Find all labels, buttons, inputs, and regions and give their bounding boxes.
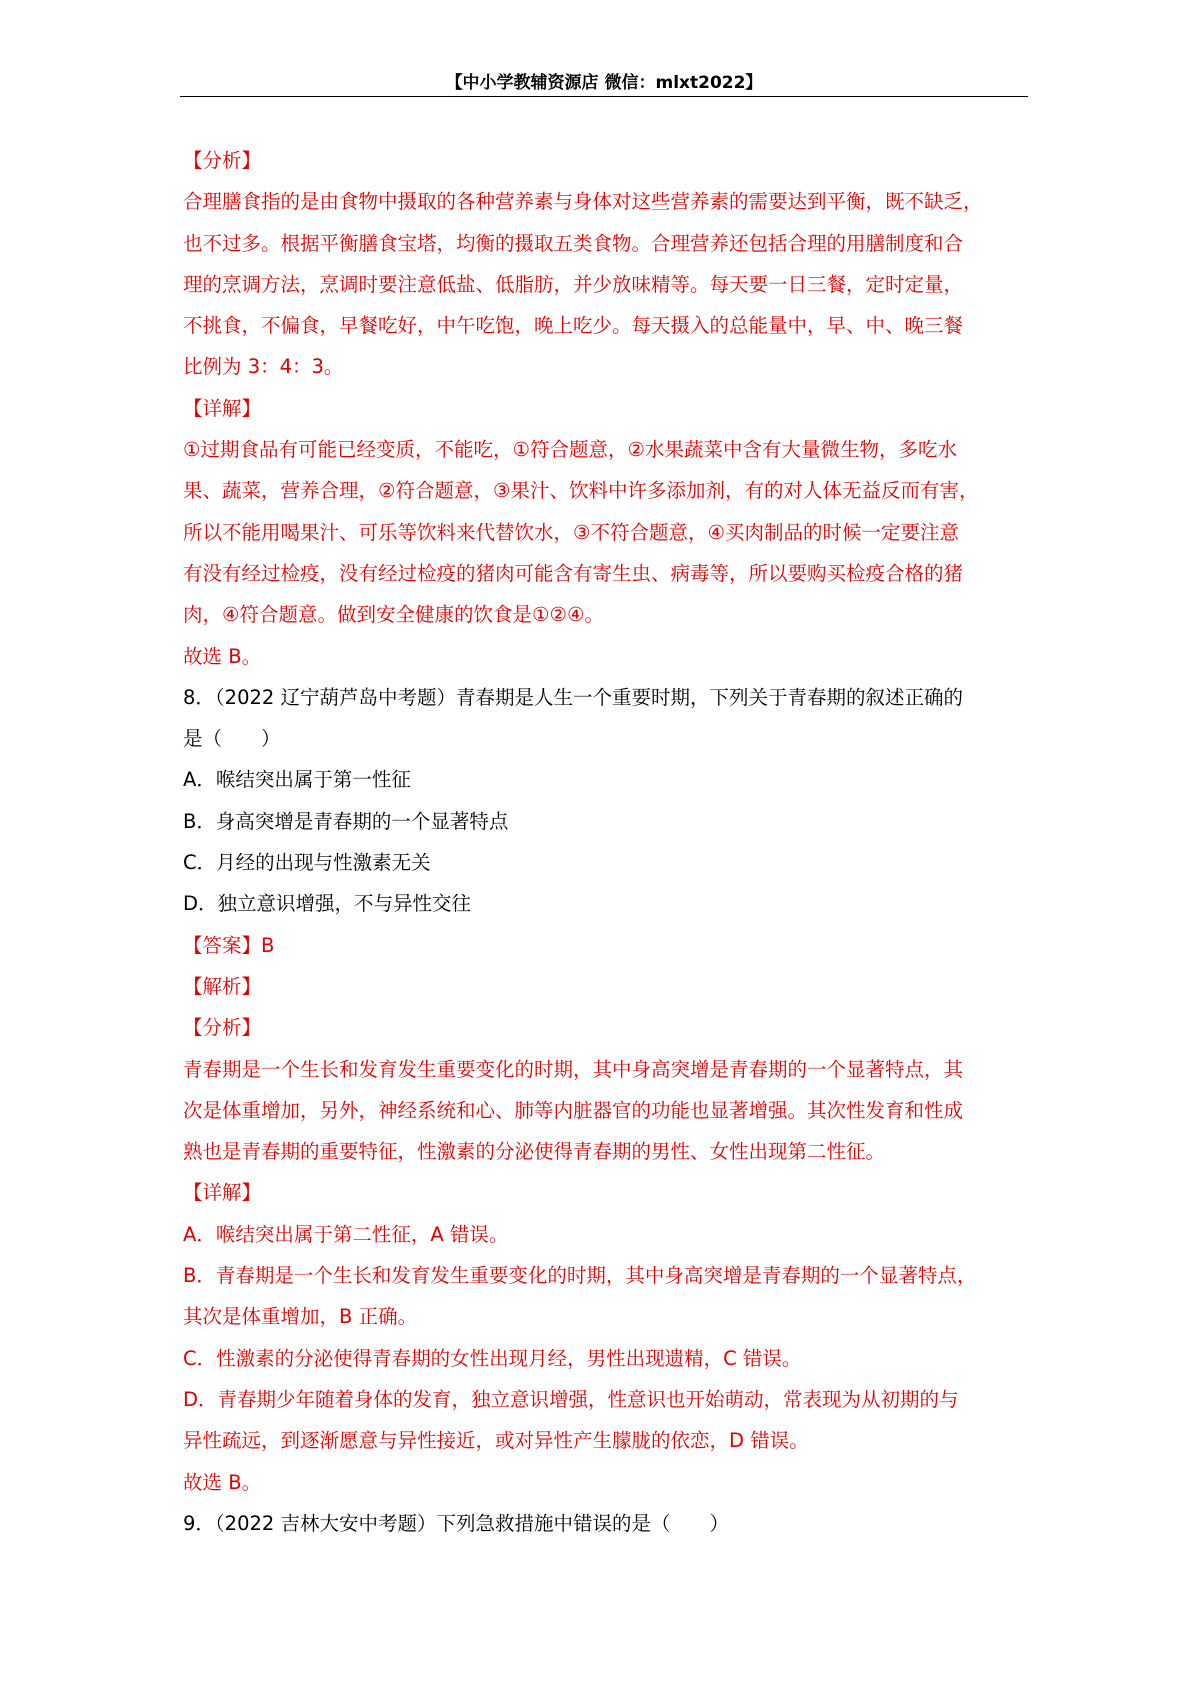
- text-line: C．性激素的分泌使得青春期的女性出现月经，男性出现遗精，C 错误。: [183, 1346, 802, 1370]
- text-line: 【解析】: [183, 974, 262, 998]
- text-line: 【详解】: [183, 1181, 262, 1205]
- text-line: A．喉结突出属于第二性征，A 错误。: [183, 1222, 509, 1246]
- text-line: 合理膳食指的是由食物中摄取的各种营养素与身体对这些营养素的需要达到平衡，既不缺乏，: [183, 190, 983, 214]
- text-line: 【分析】: [183, 1016, 262, 1040]
- text-line: 【详解】: [183, 396, 262, 420]
- text-line: B．身高突增是青春期的一个显著特点: [183, 809, 509, 833]
- text-line: 肉，④符合题意。做到安全健康的饮食是①②④。: [183, 603, 604, 627]
- text-line: 理的烹调方法，烹调时要注意低盐、低脂肪，并少放味精等。每天要一日三餐，定时定量，: [183, 272, 964, 296]
- text-line: D．青春期少年随着身体的发育，独立意识增强，性意识也开始萌动，常表现为从初期的与: [183, 1387, 959, 1411]
- header-divider: [180, 96, 1028, 97]
- text-line: A．喉结突出属于第一性征: [183, 768, 411, 792]
- text-line: ①过期食品有可能已经变质，不能吃，①符合题意，②水果蔬菜中含有大量微生物，多吃水: [183, 438, 957, 462]
- text-line: 所以不能用喝果汁、可乐等饮料来代替饮水，③不符合题意，④买肉制品的时候一定要注意: [183, 520, 959, 544]
- text-line: C．月经的出现与性激素无关: [183, 851, 431, 875]
- text-line: 8．（2022 辽宁葫芦岛中考题）青春期是人生一个重要时期，下列关于青春期的叙述正确的: [183, 685, 963, 709]
- text-line: 熟也是青春期的重要特征，性激素的分泌使得青春期的男性、女性出现第二性征。: [183, 1140, 886, 1164]
- text-line: 异性疏远，到逐渐愿意与异性接近，或对异性产生朦胧的依恋，D 错误。: [183, 1429, 809, 1453]
- text-line: 青春期是一个生长和发育发生重要变化的时期，其中身高突增是青春期的一个显著特点，其: [183, 1057, 964, 1081]
- document-body: [183, 140, 1028, 1544]
- page-header: 【中小学教辅资源店 微信：mlxt2022】: [445, 73, 763, 93]
- text-line: 有没有经过检疫，没有经过检疫的猪肉可能含有寄生虫、病毒等，所以要购买检疫合格的猪: [183, 561, 964, 585]
- text-line: 次是体重增加，另外，神经系统和心、肺等内脏器官的功能也显著增强。其次性发育和性成: [183, 1098, 964, 1122]
- text-line: 是（ ）: [183, 727, 281, 751]
- text-line: 比例为 3：4：3。: [183, 355, 344, 379]
- text-line: 【答案】B: [183, 933, 275, 957]
- text-line: D．独立意识增强，不与异性交往: [183, 892, 472, 916]
- text-line: 故选 B。: [183, 644, 262, 668]
- text-line: 其次是体重增加，B 正确。: [183, 1305, 418, 1329]
- text-line: 【分析】: [183, 149, 262, 172]
- text-line: B．青春期是一个生长和发育发生重要变化的时期，其中身高突增是青春期的一个显著特点，: [183, 1264, 977, 1288]
- text-line: 也不过多。根据平衡膳食宝塔，均衡的摄取五类食物。合理营养还包括合理的用膳制度和合: [183, 231, 964, 255]
- text-line: 9．（2022 吉林大安中考题）下列急救措施中错误的是（ ）: [183, 1511, 729, 1535]
- text-line: 故选 B。: [183, 1470, 262, 1494]
- text-line: 果、蔬菜，营养合理，②符合题意，③果汁、饮料中许多添加剂，有的对人体无益反而有害，: [183, 479, 979, 503]
- text-line: 不挑食，不偏食，早餐吃好，中午吃饱，晚上吃少。每天摄入的总能量中，早、中、晚三餐: [183, 314, 964, 338]
